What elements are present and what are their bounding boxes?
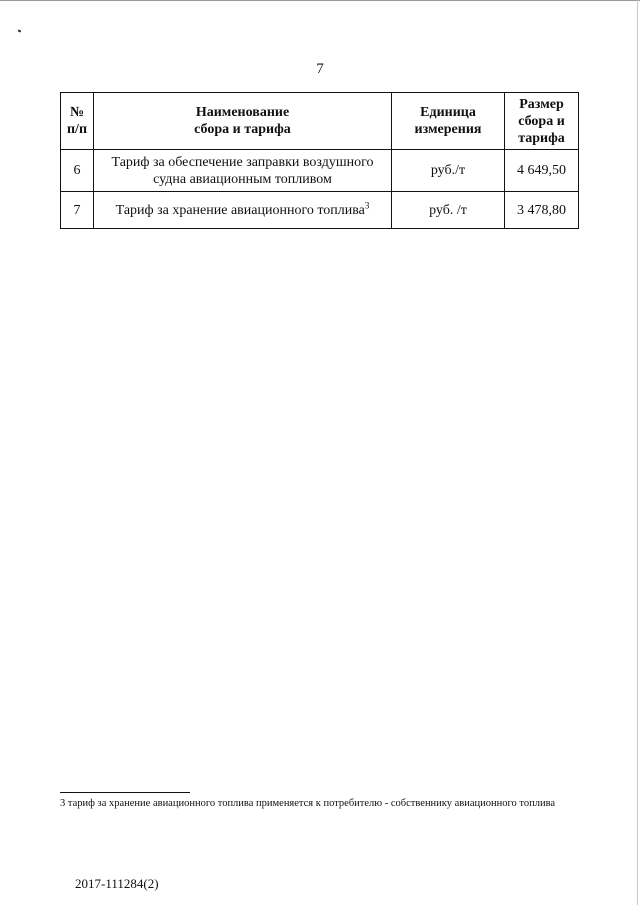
cell-unit: руб. /т: [392, 192, 505, 229]
header-name: Наименование сбора и тарифа: [94, 93, 392, 150]
footnote-text: 3 тариф за хранение авиационного топлива применяется к потребителю - собственнику авиационного топлива: [60, 798, 556, 809]
table-row: [61, 192, 579, 229]
footnote-rule: [60, 792, 190, 793]
tariff-table: [60, 92, 579, 229]
header-value: Размер сбора и тарифа: [505, 93, 579, 150]
cell-value: 3 478,80: [505, 192, 579, 229]
scan-speck: [18, 30, 22, 33]
cell-name: [94, 192, 392, 229]
page-right-edge: [637, 0, 638, 905]
document-code: 2017-111284(2): [75, 876, 159, 891]
header-unit: Единица измерения: [392, 93, 505, 150]
cell-unit: руб./т: [392, 150, 505, 192]
table-row: [61, 150, 579, 192]
cell-num: 7: [61, 192, 94, 229]
cell-name: Тариф за обеспечение заправки воздушного судна авиационным топливом: [94, 150, 392, 192]
header-num: № п/п: [61, 93, 94, 150]
cell-num: 6: [61, 150, 94, 192]
page-number: 7: [316, 61, 324, 77]
page-top-edge: [0, 0, 640, 1]
table-header-row: [61, 93, 579, 150]
cell-name-text: Тариф за хранение авиационного топлива: [115, 202, 365, 218]
cell-value: 4 649,50: [505, 150, 579, 192]
footnote-ref: 3: [364, 199, 370, 210]
